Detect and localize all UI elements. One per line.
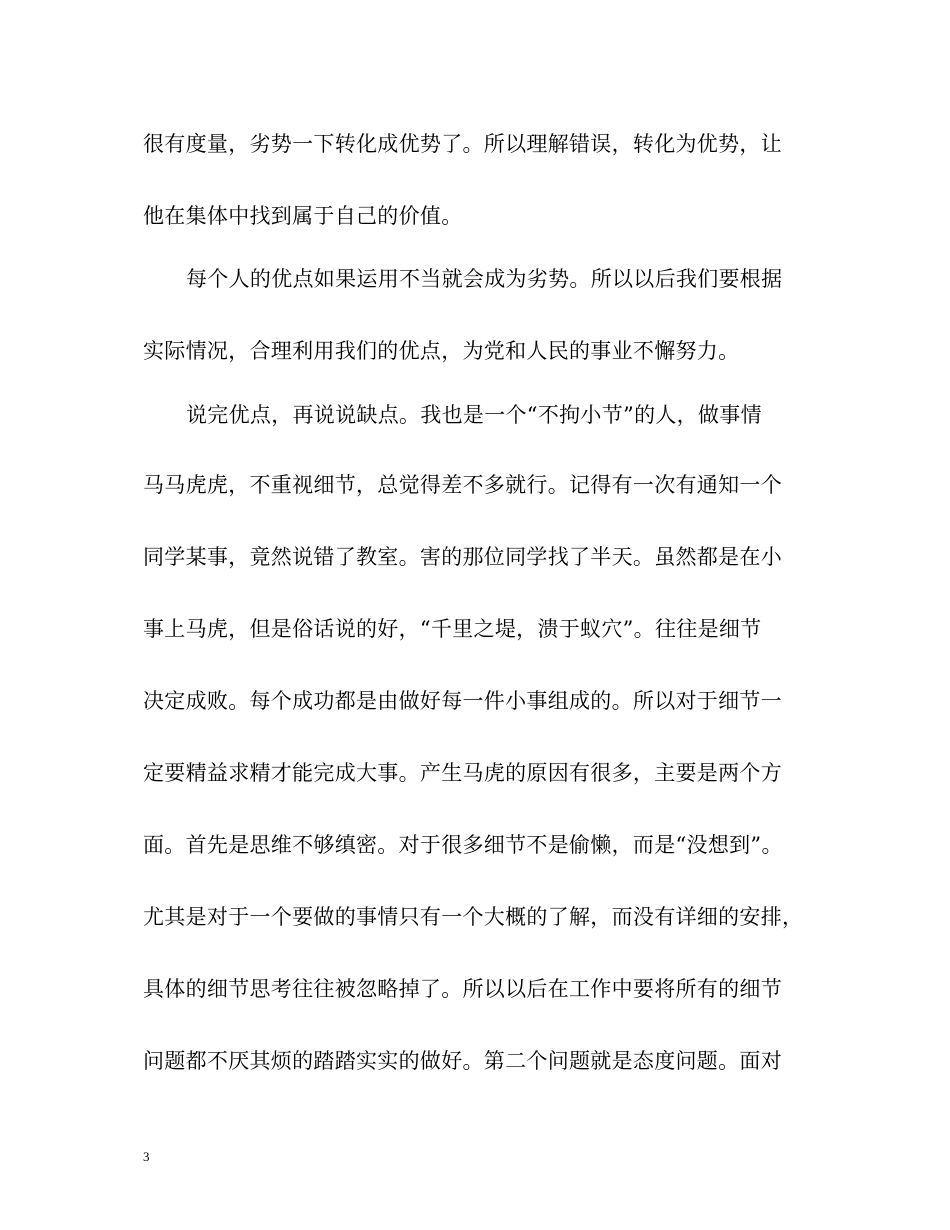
text-line-10: 定要精益求精才能完成大事。产生马虎的原因有很多，主要是两个方 (143, 761, 782, 785)
text-line-11: 面。首先是思维不够缜密。对于很多细节不是偷懒，而是“没想到”。 (143, 833, 783, 857)
text-line-13: 具体的细节思考往往被忽略掉了。所以以后在工作中要将所有的细节 (143, 977, 782, 1001)
text-line-12: 尤其是对于一个要做的事情只有一个大概的了解，而没有详细的安排， (143, 905, 804, 929)
text-line-8: 事上马虎，但是俗话说的好，“千里之堤，溃于蚁穴”。往往是细节 (143, 617, 762, 641)
page-number: 3 (143, 1149, 150, 1164)
text-line-4: 实际情况，合理利用我们的优点，为党和人民的事业不懈努力。 (143, 339, 740, 363)
text-line-5: 说完优点，再说说缺点。我也是一个“不拘小节”的人，做事情 (186, 403, 762, 427)
text-line-6: 马马虎虎，不重视细节，总觉得差不多就行。记得有一次有通知一个 (143, 473, 782, 497)
text-line-9: 决定成败。每个成功都是由做好每一件小事组成的。所以对于细节一 (143, 689, 782, 713)
text-line-14: 问题都不厌其烦的踏踏实实的做好。第二个问题就是态度问题。面对 (143, 1049, 782, 1073)
text-line-1: 很有度量，劣势一下转化成优势了。所以理解错误，转化为优势，让 (143, 132, 782, 156)
text-line-3: 每个人的优点如果运用不当就会成为劣势。所以以后我们要根据 (186, 267, 783, 291)
text-line-7: 同学某事，竟然说错了教室。害的那位同学找了半天。虽然都是在小 (143, 545, 782, 569)
text-line-2: 他在集体中找到属于自己的价值。 (143, 204, 463, 228)
